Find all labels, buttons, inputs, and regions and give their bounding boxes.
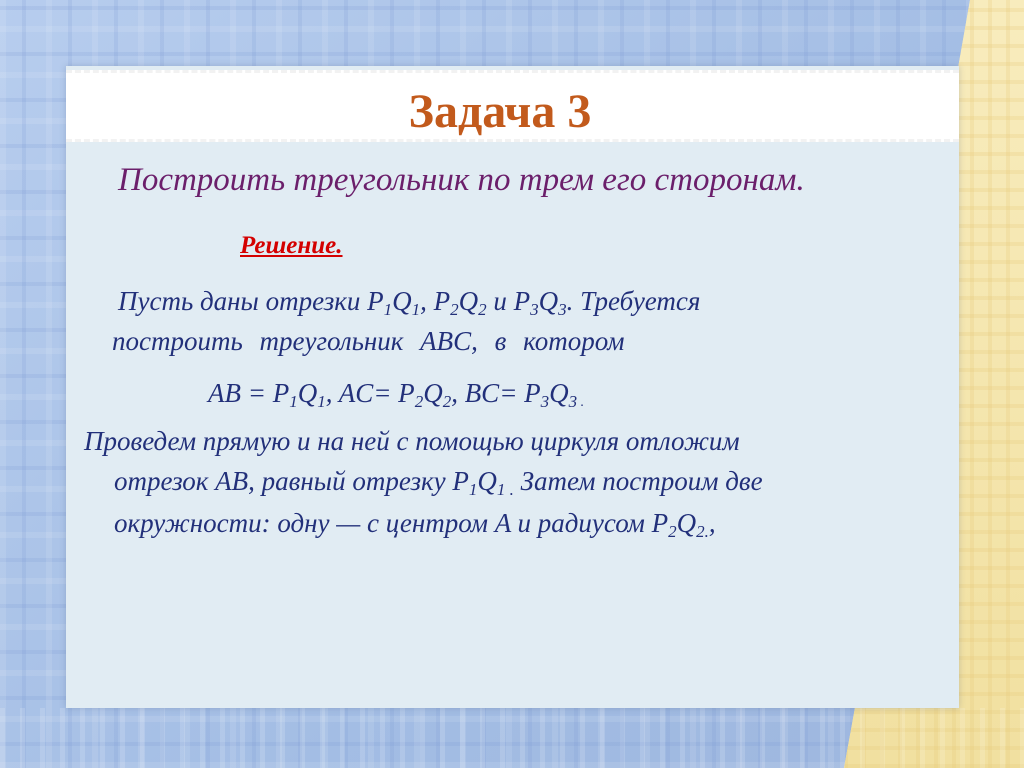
construct-triangle-line: построить треугольник ABC, в котором <box>112 326 625 356</box>
side-equalities-line: AB = $P_1Q_1$, $AC= P_2Q_2$, $BC= P_3Q_3$ . <box>208 378 585 411</box>
construction-step-line-3: окружности: одну — с центром A и радиусом $P_2Q_{2.}$, <box>114 508 716 541</box>
background-plaid-strip <box>0 708 1024 768</box>
construction-step-line-1: Проведем прямую и на ней с помощью циркуля отложим <box>84 426 740 456</box>
given-segments-line: Пусть даны отрезки $P_1Q_1$, $P_2Q_2$ и $P_3Q_3$. Требуется <box>118 286 701 319</box>
solution-label: Решение. <box>240 232 343 259</box>
construction-step-line-2: отрезок AB, равный отрезку $P_1Q_{1 .}$ Затем построим две <box>114 466 763 499</box>
task-statement: Построить треугольник по трем его сторонам. <box>118 162 805 198</box>
slide-title: Задача 3 <box>408 85 592 138</box>
